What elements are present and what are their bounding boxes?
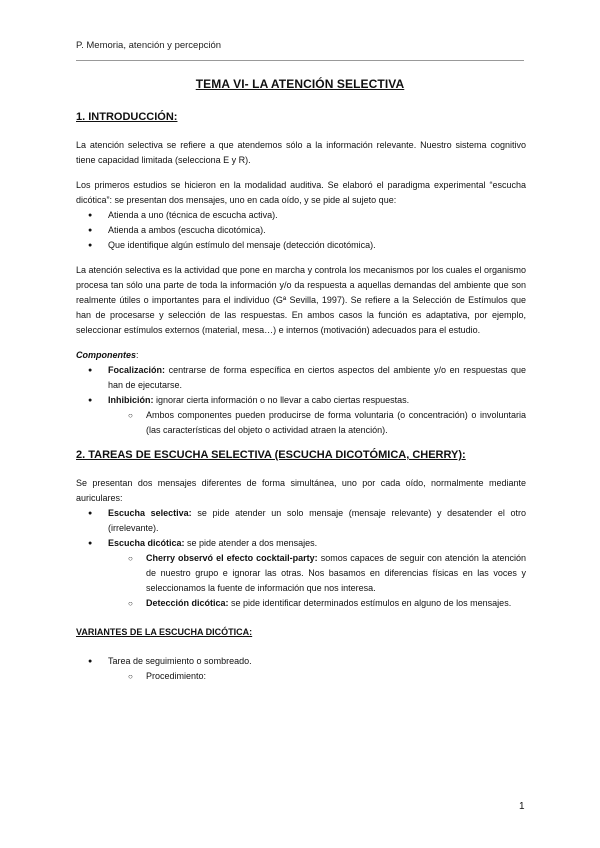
sub-list-item [76, 551, 526, 596]
definition: se pide atender a dos mensajes. [184, 538, 318, 548]
term: Escucha dicótica: [108, 538, 185, 548]
list-item [76, 536, 526, 551]
sub-list-item: ○ Procedimiento: [76, 669, 526, 684]
definition: se pide atender un solo mensaje (mensaje relevante) y desatender el otro (irrelevante). [108, 508, 526, 533]
list-item [76, 393, 526, 408]
intro-paragraph-2: Los primeros estudios se hicieron en la modalidad auditiva. Se elaboró el paradigma experimental “escucha dicótica”: se presentan dos mensajes, uno en cada oído, y se pide al sujeto que: [76, 180, 526, 205]
definition: centrarse de forma específica en ciertos aspectos del ambiente y/o en respuestas que han de ejecutarse. [108, 365, 526, 390]
listening-tasks-list [76, 506, 526, 611]
term: Detección dicótica: [146, 598, 229, 608]
components-label-text: Componentes [76, 350, 137, 360]
sub-list-item [76, 596, 526, 611]
dichotic-task-list [76, 208, 526, 253]
definition: se pide identificar determinados estímulos en alguno de los mensajes. [228, 598, 512, 608]
components-label [76, 348, 526, 363]
term: Cherry observó el efecto cocktail-party: [146, 553, 318, 563]
document-body [76, 110, 526, 684]
running-header: P. Memoria, atención y percepción [76, 40, 222, 51]
sub-list-item: ○ Ambos componentes pueden producirse de forma voluntaria (o concentración) o involuntaria (las características del objeto o actividad atraen la atención). [76, 408, 526, 438]
variants-list [76, 654, 526, 684]
list-item: ● Atienda a ambos (escucha dicotómica). [76, 223, 526, 238]
term: Focalización: [108, 365, 166, 375]
section-1-heading: 1. INTRODUCCIÓN: [76, 111, 178, 123]
header-rule [76, 60, 524, 61]
section-2-paragraph: Se presentan dos mensajes diferentes de forma simultánea, uno por cada oído, normalmente mediante auriculares: [76, 478, 526, 503]
list-item: ● Tarea de seguimiento o sombreado. [76, 654, 526, 669]
intro-paragraph-1: La atención selectiva se refiere a que atendemos sólo a la información relevante. Nuestro sistema cognitivo tiene capacidad limitada (selecciona E y R). [76, 140, 526, 165]
term: Inhibición: [108, 395, 154, 405]
document-title: TEMA VI- LA ATENCIÓN SELECTIVA [195, 77, 405, 91]
term: Escucha selectiva: [108, 508, 192, 518]
intro-paragraph-3: La atención selectiva es la actividad que pone en marcha y controla los mecanismos por los cuales el organismo procesa tan sólo una parte de toda la información y/o da respuesta a aquellas demandas del ambiente que son realmente útiles o importantes para el individuo (Gª Sevilla, 1997). Se refiere a la Selección de Estímulos que han de procesarse y selección de las respuestas. En ambos casos la función es adaptativa, por ejemplo, seleccionar estímulos externos (material, mesa…) e internos (motivación) adecuados para el estudio. [76, 265, 526, 335]
list-item: ● Que identifique algún estímulo del mensaje (detección dicotómica). [76, 238, 526, 253]
definition: somos capaces de seguir con atención la atención de nuestro grupo e ignorar las otras. Nos basamos en diferencias físicas en las voces y seleccionamos la fuente de información que nos interesa. [146, 553, 526, 593]
list-item [76, 506, 526, 536]
page-number: 1 [519, 801, 525, 812]
components-list [76, 363, 526, 438]
list-item: ● Atienda a uno (técnica de escucha activa). [76, 208, 526, 223]
section-2-heading: 2. TAREAS DE ESCUCHA SELECTIVA (ESCUCHA DICOTÓMICA, CHERRY): [76, 449, 466, 461]
definition: ignorar cierta información o no llevar a cabo ciertas respuestas. [153, 395, 410, 405]
variants-heading: VARIANTES DE LA ESCUCHA DICÓTICA: [76, 627, 253, 637]
list-item [76, 363, 526, 393]
components-label-colon: : [136, 350, 139, 360]
